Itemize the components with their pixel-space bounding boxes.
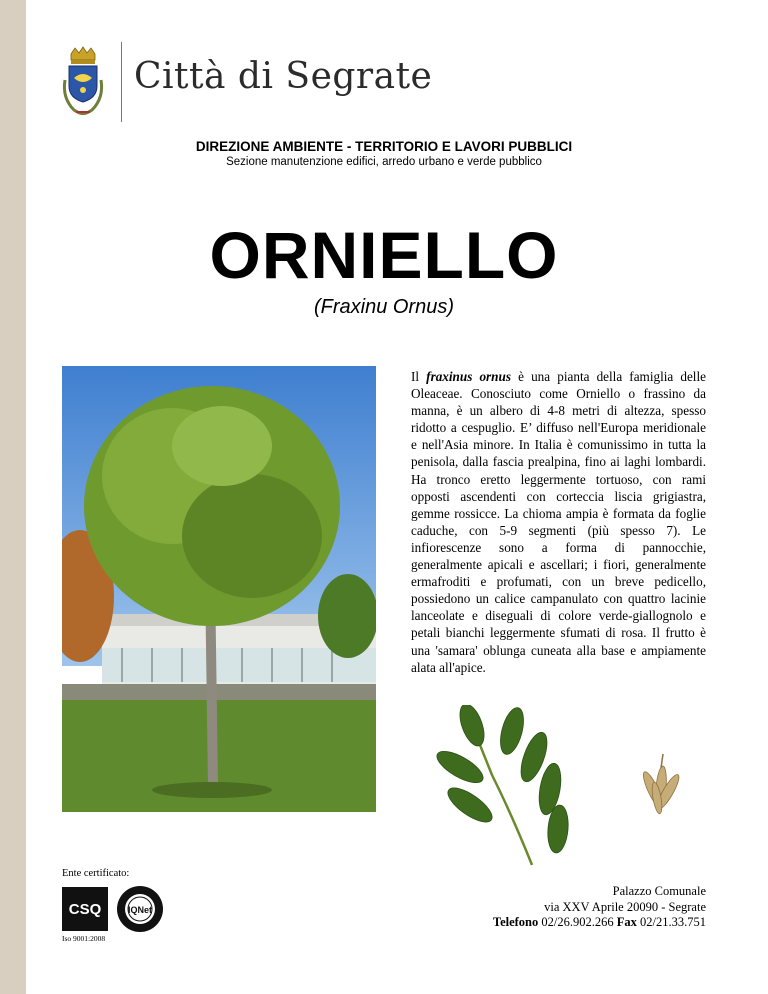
description-text: è una pianta della famiglia delle Oleaceae. Conosciuto come Orniello o frassino da manna, è un albero di 4-8 metri di altezza, spesso ridotto a cespuglio. E’ diffuso nell'Europa meridionale e nell'Asia minore. In Italia è comunissimo in tutta la penisola, dalla fascia prealpina, fino ai laghi lombardi. Ha tronco eretto leggermente tortuoso, con rami opposti ascendenti con corteccia liscia grigiastra, gemme rossicce. La chioma ampia è formata da foglie caduche, con 5-9 segmenti (più spesso 7). Le infiorescenze sono a forma di pannocchie, generalmente apicali e ascellari; i fiori, generalmente ermafroditi e profumati, con un breve pedicello, possiedono un calice campanulato con quattro lacinie lanceolate e diseguali di colore verde-giallognolo e petali bianchi leggermente sfumati di rosa. Il frutto è una 'samara' oblunga cuneata alla base e ampiamente alata all'apice. [411,369,706,675]
description-intro: Il [411,369,427,384]
fax-label: Fax [616,915,637,929]
certification-label: Ente certificato: [62,868,130,879]
phone-number: 02/26.902.266 [538,915,617,929]
section-subtitle: Sezione manutenzione edifici, arredo urbano e verde pubblico [226,156,542,168]
fax-number: 02/21.33.751 [636,915,706,929]
address-block [493,884,706,931]
seeds-illustration [633,750,683,816]
header-divider [121,42,122,122]
city-crest-icon [60,46,106,118]
csq-logo: CSQ [62,887,108,931]
species-description [411,368,706,676]
tree-photo [62,366,376,812]
city-name: Città di Segrate [134,56,433,97]
address-contacts [493,915,706,931]
scientific-name: (Fraxinu Ornus) [313,296,455,318]
phone-label: Telefono [492,915,539,929]
iqnet-label: IQNet [127,905,153,915]
department-title: DIREZIONE AMBIENTE - TERRITORIO E LAVORI PUBBLICI [195,139,573,154]
species-name: fraxinus ornus [426,369,511,384]
iso-label: Iso 9001:2008 [62,934,106,943]
page-title: ORNIELLO [209,218,559,292]
iqnet-logo-icon [116,885,164,933]
address-building: Palazzo Comunale [612,884,706,898]
leaf-illustration [432,705,574,873]
address-street: via XXV Aprile 20090 - Segrate [544,899,706,914]
